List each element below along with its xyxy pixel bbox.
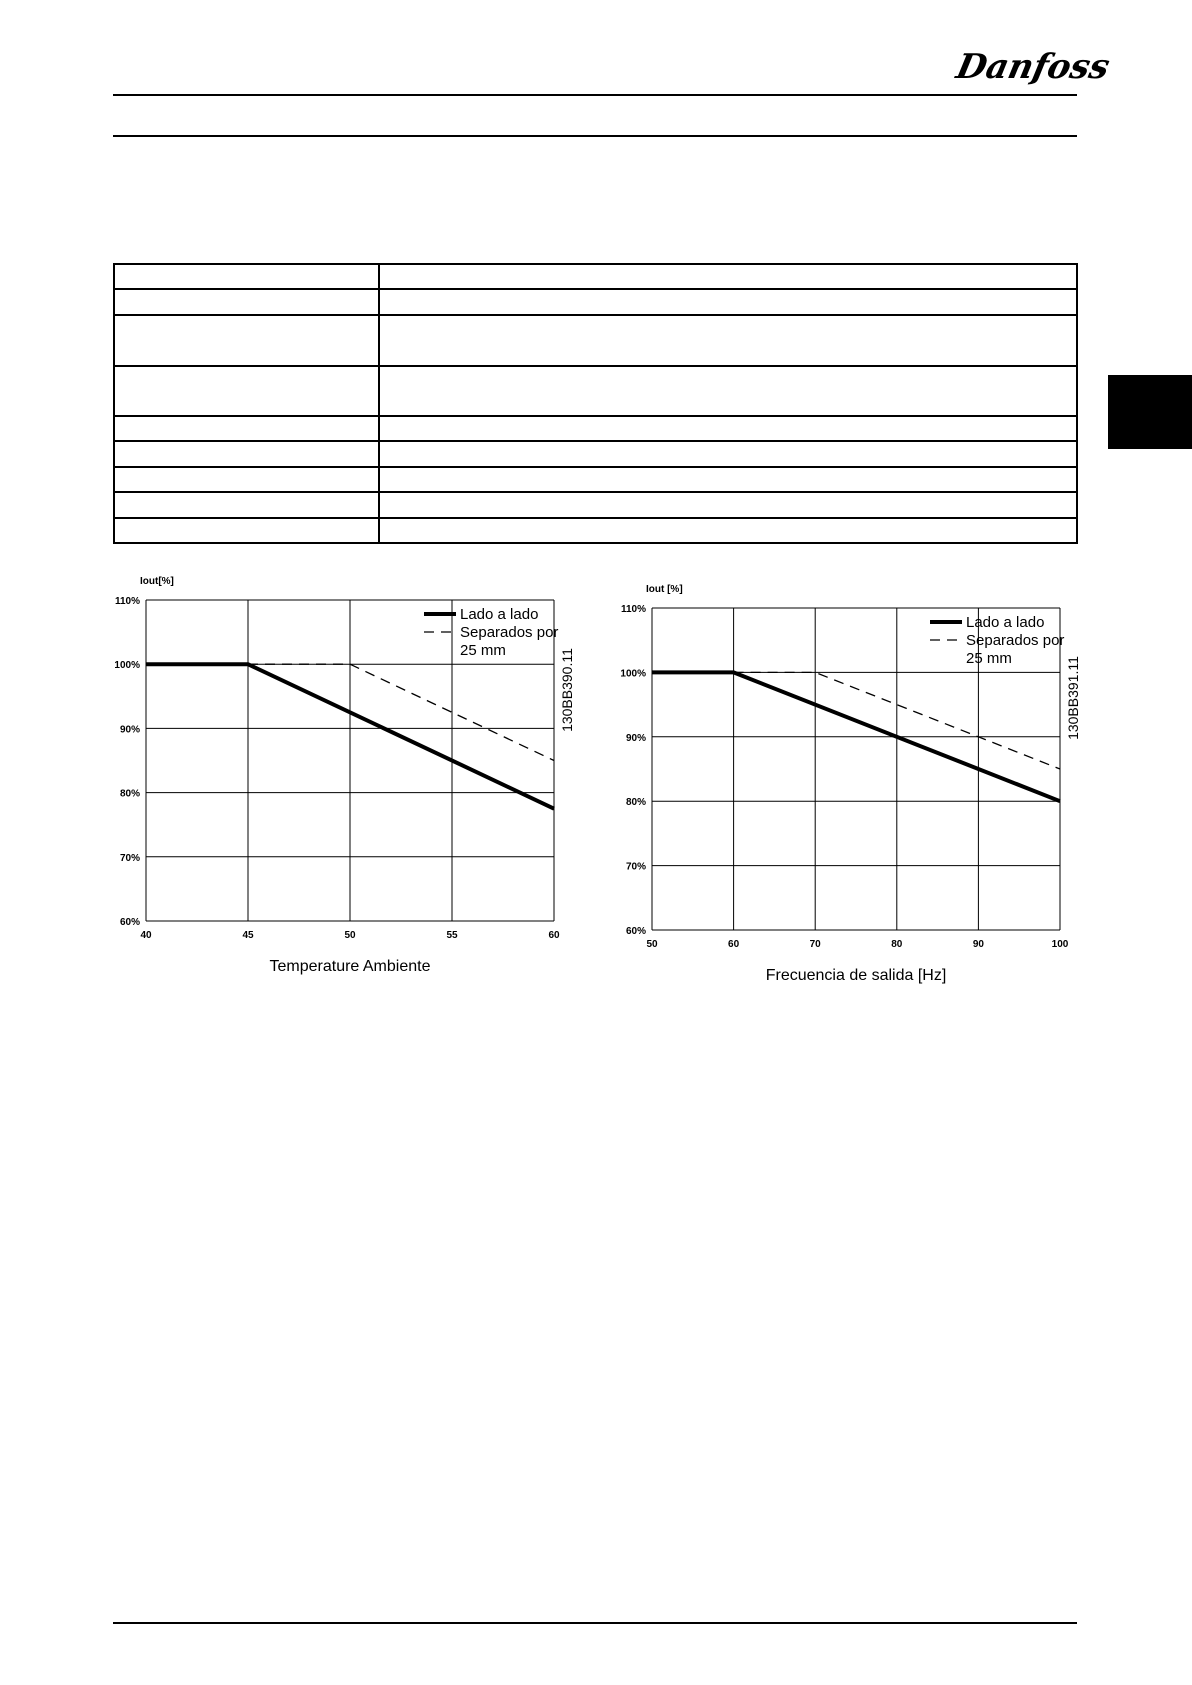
x-tick-label: 45 <box>242 930 254 941</box>
legend-label-dashed-line2: 25 mm <box>460 642 506 659</box>
table-cell-value <box>379 467 1077 492</box>
series-line-separados <box>248 664 554 760</box>
table-cell-label <box>114 492 379 518</box>
y-tick-label: 70% <box>119 852 140 864</box>
table-cell-value <box>379 289 1077 315</box>
y-tick-label: 100% <box>620 668 646 680</box>
legend-label-dashed: Separados por <box>460 624 559 641</box>
table-row <box>114 492 1077 518</box>
y-tick-label: 110% <box>114 596 140 607</box>
x-tick-label: 80 <box>891 939 903 950</box>
x-tick-label: 55 <box>446 930 458 941</box>
y-tick-label: 80% <box>625 797 646 809</box>
table-cell-label <box>114 416 379 441</box>
x-tick-label: 70 <box>809 939 821 950</box>
x-tick-label: 100 <box>1051 939 1069 950</box>
y-tick-label: 90% <box>119 724 140 736</box>
table-cell-value <box>379 441 1077 467</box>
legend-label-solid: Lado a lado <box>460 606 539 623</box>
chapter-tab <box>1108 375 1192 449</box>
derating-temperature-chart <box>100 570 580 990</box>
figure-code: 130BB390.11 <box>559 648 575 732</box>
x-tick-label: 50 <box>344 930 356 941</box>
figure-code: 130BB391.11 <box>1065 656 1081 740</box>
table-cell-label <box>114 289 379 315</box>
table-cell-label <box>114 441 379 467</box>
legend-label-solid: Lado a lado <box>966 614 1045 631</box>
y-axis-label: Iout[%] <box>140 576 174 587</box>
x-axis-label: Frecuencia de salida [Hz] <box>765 967 947 984</box>
spec-table <box>113 263 1078 544</box>
table-cell-label <box>114 264 379 289</box>
table-cell-value <box>379 315 1077 366</box>
y-tick-label: 90% <box>625 732 646 744</box>
y-tick-label: 80% <box>119 788 140 800</box>
derating-frequency-chart <box>605 570 1085 990</box>
table-row <box>114 441 1077 467</box>
footer-rule <box>113 1622 1077 1624</box>
x-tick-label: 60 <box>728 939 740 950</box>
table-cell-value <box>379 264 1077 289</box>
danfoss-logo <box>952 44 1114 88</box>
x-tick-label: 90 <box>972 939 984 950</box>
x-tick-label: 60 <box>548 930 560 941</box>
table-cell-label <box>114 366 379 416</box>
y-tick-label: 110% <box>620 604 646 615</box>
table-row <box>114 366 1077 416</box>
table-cell-value <box>379 518 1077 543</box>
legend-label-dashed: Separados por <box>966 632 1065 649</box>
header-rule-top <box>113 94 1077 96</box>
y-tick-label: 60% <box>119 917 140 928</box>
table-cell-value <box>379 492 1077 518</box>
table-row <box>114 467 1077 492</box>
table-cell-value <box>379 366 1077 416</box>
header-rule-bottom <box>113 135 1077 137</box>
table-row <box>114 315 1077 366</box>
legend-label-dashed-line2: 25 mm <box>966 650 1012 667</box>
y-tick-label: 70% <box>625 861 646 873</box>
table-row <box>114 416 1077 441</box>
y-axis-label: Iout [%] <box>646 584 683 595</box>
table-row <box>114 264 1077 289</box>
x-tick-label: 40 <box>140 930 152 941</box>
logo-text: Danfoss <box>952 47 1114 87</box>
table-row <box>114 289 1077 315</box>
y-tick-label: 100% <box>114 660 140 672</box>
x-tick-label: 50 <box>646 939 658 950</box>
table-cell-value <box>379 416 1077 441</box>
y-tick-label: 60% <box>625 926 646 937</box>
table-row <box>114 518 1077 543</box>
x-axis-label: Temperature Ambiente <box>269 958 431 975</box>
table-cell-label <box>114 518 379 543</box>
table-cell-label <box>114 315 379 366</box>
table-cell-label <box>114 467 379 492</box>
